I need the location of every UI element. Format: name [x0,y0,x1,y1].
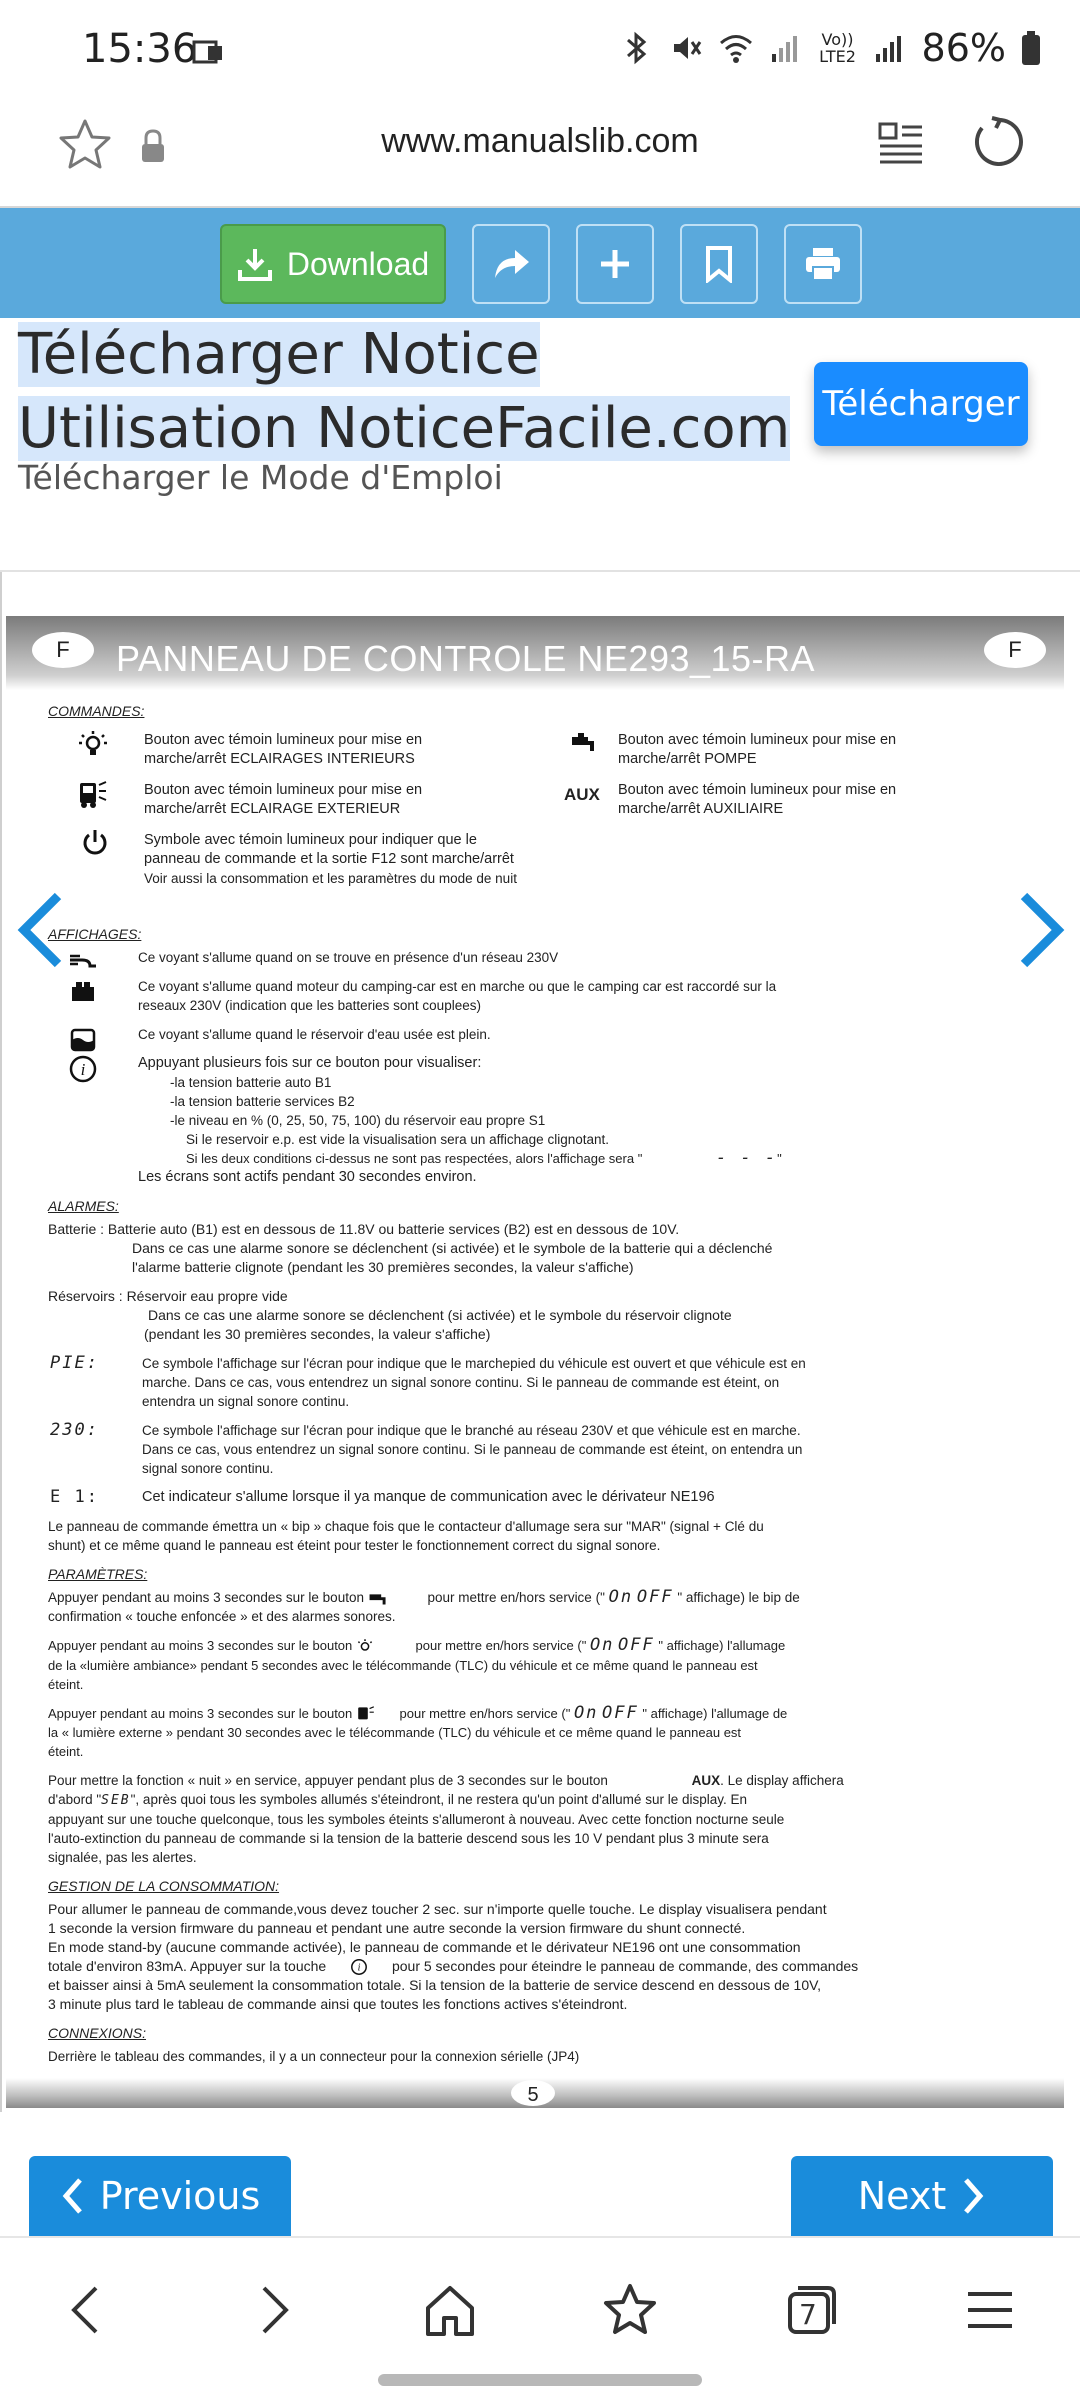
aff-waste [48,1025,1018,1044]
ad-download-button[interactable]: Télécharger [814,362,1028,446]
motor-line1: Ce voyant s'allume quand moteur du camping-car est en marche ou que le camping car est raccordé sur la [138,979,777,994]
chevron-right-icon [960,2176,986,2216]
v230-code: 230: [50,1420,99,1440]
info-line2: -la tension batterie auto B1 [170,1075,332,1090]
interior-light-icon [78,729,108,759]
info-dash-code: - - - [715,1148,778,1168]
motor-line2: reseaux 230V (indication que les batteries sont couplees) [138,998,481,1013]
alarm-pie [48,1354,1018,1411]
param-3: Appuyer pendant au moins 3 secondes sur le bouton pour mettre en/hors service (" On OFF " affichage) l'allumage de la « lumière externe » pendant 30 secondes avec le télécommande (TLC) du véhicule et ce même quand le panneau est éteint. [48,1704,1018,1762]
p2-text1: Appuyer pendant au moins 3 secondes sur le bouton [48,1638,353,1653]
alarm-battery [48,1220,1018,1277]
page-number: 5 [511,2080,555,2106]
print-button[interactable] [784,224,862,304]
g-line4a: totale d'environ 83mA. Appuyer sur la touche [48,1958,327,1975]
power-icon [80,827,110,857]
p2-line2: de la «lumière ambiance» pendant 5 secondes avec le télécommande (TLC) du véhicule et ce même quand le panneau est [48,1657,758,1673]
p1-text1: Appuyer pendant au moins 3 secondes sur le bouton [48,1590,364,1605]
info-line4: -le niveau en % (0, 25, 50, 75, 100) du réservoir eau propre S1 [170,1113,546,1128]
mute-icon [668,30,704,66]
v230-line2: Dans ce cas, vous entendrez un signal sonore continu. Si le panneau de commande est éteint, on entendra un [142,1442,803,1457]
wifi-icon [718,30,754,66]
cmd-pump-text: Bouton avec témoin lumineux pour mise en marche/arrêt POMPE [618,732,897,767]
svg-text:i: i [80,1060,86,1079]
n-line6: l'auto-extinction du panneau de commande si la tension de la batterie descend sous les 10 V pendant plus 3 minute sera [48,1831,769,1847]
pie-line2: marche. Dans ce cas, vous entendrez un signal sonore continu. Si le panneau de commande est éteint, on [142,1375,780,1390]
download-icon [237,246,273,282]
signal-icon-2 [872,30,908,66]
p3-line3: éteint. [48,1744,84,1760]
power-line1: Symbole avec témoin lumineux pour indiquer que le [144,832,477,848]
bookmarks-star-icon[interactable] [600,2280,660,2340]
section-connexions: CONNEXIONS: [48,2025,147,2042]
p1-line2: confirmation « touche enfoncée » et des alarmes sonores. [48,1609,396,1624]
address-bar [0,100,1080,206]
p2-text2: pour mettre en/hors service (" [415,1638,587,1653]
p2-on-code: On [589,1635,615,1655]
g-line3: En mode stand-by (aucune commande activée), le panneau de commande et le dérivateur NE196 ont une consommation [48,1939,801,1956]
doc-title: PANNEAU DE CONTROLE NE293_15-RA [116,638,816,679]
battery-percent: 86% [921,26,1006,70]
n-text3: d'abord " [48,1792,102,1808]
menu-icon[interactable] [960,2280,1020,2340]
connexions-text: Derrière le tableau des commandes, il y a un connecteur pour la connexion sérielle (JP4) [48,2049,580,2065]
v230-line1: Ce symbole l'affichage sur l'écran pour indique que le branché au réseau 230V et que véhicule est en marche. [142,1423,801,1438]
p1-off-code: OFF [636,1587,674,1607]
p3-line2: la « lumière externe » pendant 30 secondes avec le télécommande (TLC) du véhicule et ce même quand le panneau est [48,1725,742,1741]
batt-line2: Dans ce cas une alarme sonore se déclenchent (si activée) et le symbole de la batterie qui a déclenché [132,1240,773,1256]
status-time: 15:36 [82,26,198,72]
aff-motor-text [138,977,1018,1015]
doc-body [48,700,1018,2066]
param-2: Appuyer pendant au moins 3 secondes sur le bouton pour mettre en/hors service (" On OFF " affichage) l'allumage de la «lumière ambiance» pendant 5 secondes avec le télécommande (TLC) du véhicule et ce même quand le panneau est éteint. [48,1636,1018,1694]
info-icon [350,1958,368,1976]
p1-text3: affichage) le bip de [685,1590,800,1605]
p1-on-code: On [608,1587,634,1607]
param-1: Appuyer pendant au moins 3 secondes sur le bouton pour mettre en/hors service (" On OFF " affichage) le bip de confirmation « touche enfoncée » et des alarmes sonores. [48,1588,1018,1626]
res-line3: (pendant les 30 premières secondes, la valeur s'affiche) [144,1326,491,1342]
flag-right: F [984,632,1046,668]
url-text[interactable]: www.manualslib.com [381,122,699,160]
aff-info [48,1054,1018,1187]
notification-icons [190,34,226,70]
document-toolbar [0,206,1080,318]
tabs-button[interactable] [780,2280,840,2340]
batt-line1: Batterie : Batterie auto (B1) est en dessous de 11.8V ou batterie services (B2) est en dessous de 10V. [48,1221,680,1237]
cmd-light-int-text: Bouton avec témoin lumineux pour mise en marche/arrêt ECLAIRAGES INTERIEURS [144,732,423,767]
bluetooth-icon [618,30,654,66]
plus-icon [597,246,633,282]
power-line2: panneau de commande et la sortie F12 sont marche/arrêt [144,851,514,867]
pie-line1: Ce symbole l'affichage sur l'écran pour indique que le marchepied du véhicule est ouvert et que véhicule est en [142,1356,806,1371]
info-line1: Appuyant plusieurs fois sur ce bouton pour visualiser: [138,1055,482,1071]
alarm-230 [48,1421,1018,1478]
p3-text3: affichage) l'allumage de [650,1705,788,1721]
g-line2: 1 seconde la version firmware du panneau et pendant une autre seconde la version firmware du shunt connecté. [48,1920,746,1937]
interior-light-icon [356,1638,374,1656]
aux-label: AUX [564,785,600,804]
p3-off-code: OFF [602,1702,639,1723]
alarm-reservoir [48,1287,1018,1344]
section-alarmes: ALARMES: [48,1198,119,1214]
pump-faucet-icon [368,1590,390,1606]
res-line1: Réservoirs : Réservoir eau propre vide [48,1288,288,1304]
g-line5: et baisser ainsi à 5mA seulement la consommation totale. Si la tension de la batterie de service descend en dessous de 10V, [48,1977,822,1994]
home-icon[interactable] [420,2280,480,2340]
gesture-home-indicator[interactable] [378,2374,702,2386]
teams-notification-icon [190,34,226,70]
exterior-light-icon [356,1705,376,1723]
section-commandes: COMMANDES: [48,703,145,719]
info-line6-text: Si les deux conditions ci-dessus ne sont pas respectées, alors l'affichage sera " [186,1151,643,1166]
download-label: Download [286,245,430,282]
ad-title-line1: Télécharger Notice [18,322,540,387]
v230-line3: signal sonore continu. [142,1461,274,1476]
e1-text: Cet indicateur s'allume lorsque il ya manque de communication avec le dérivateur NE196 [142,1489,715,1505]
forward-icon[interactable] [242,2280,302,2340]
next-page-arrow-icon[interactable] [1012,890,1068,970]
info-line3: -la tension batterie services B2 [170,1094,355,1109]
gestion-paragraph [48,1900,1018,2014]
p2-text3: affichage) l'allumage [666,1638,786,1653]
doc-header [6,616,1064,690]
p3-ext-icon-slot [356,1704,396,1724]
p3-on-code: On [573,1702,599,1723]
info-line5: Si le reservoir e.p. est vide la visualisation sera un affichage clignotant. [186,1132,609,1147]
flag-left: F [32,632,94,668]
aff-230v-text: Ce voyant s'allume quand on se trouve en présence d'un réseau 230V [138,950,559,965]
chevron-left-icon [60,2176,86,2216]
add-button[interactable] [576,224,654,304]
waste-tank-icon [68,1025,98,1055]
cmd-power-text [144,831,704,888]
p3-text1: Appuyer pendant au moins 3 secondes sur le bouton [48,1705,353,1721]
bookmark-icon [704,245,734,283]
p3-text2: pour mettre en/hors service (" [399,1705,571,1721]
previous-label: Previous [99,2174,261,2218]
document-page [0,572,1080,2112]
previous-button[interactable] [29,2156,291,2236]
engine-icon [68,977,98,1007]
cmd-light-ext-text: Bouton avec témoin lumineux pour mise en marche/arrêt ECLAIRAGE EXTERIEUR [144,782,423,817]
back-icon[interactable] [58,2280,118,2340]
n-code: SEB [101,1793,131,1809]
res-line2: Dans ce cas une alarme sonore se déclenchent (si activée) et le symbole du réservoir clignote [148,1307,732,1323]
n-line5: appuyant sur une touche quelconque, tous les symboles éteints s'allumeront à nouveau. Avec cette fonction nocturne seule [48,1812,785,1828]
p2-line3: éteint. [48,1676,84,1692]
section-affichages: AFFICHAGES: [48,926,142,942]
g-line6: 3 minute plus tard le tableau de commande ainsi que toutes les fonctions actives s'éteindront. [48,1996,628,2013]
ad-banner[interactable] [0,318,1080,572]
commandes-grid [48,725,1018,923]
share-button[interactable] [472,224,550,304]
info-icon [68,1054,98,1084]
share-arrow-icon [491,246,531,282]
g-line4b: pour 5 secondes pour éteindre le panneau de commande, des commandes [391,1958,859,1975]
param-night [48,1771,1018,1867]
p1-text2: pour mettre en/hors service (" [427,1590,605,1605]
plug-230v-icon [68,948,98,978]
pie-code: PIE: [50,1353,99,1373]
aff-waste-text: Ce voyant s'allume quand le réservoir d'eau usée est plein. [138,1027,491,1042]
ad-title [18,318,790,466]
alarm-e1 [48,1488,1018,1507]
n-aux-label: AUX [691,1773,721,1789]
n-line7: signalée, pas les alertes. [48,1850,197,1866]
info-line7: Les écrans sont actifs pendant 30 secondes environ. [138,1169,477,1185]
bip-line2: shunt) et ce même quand le panneau est éteint pour tester le fonctionnement correct du signal sonore. [48,1538,661,1553]
printer-icon [804,246,842,282]
p2-off-code: OFF [618,1635,655,1655]
exterior-light-icon [78,779,108,809]
power-line3: Voir aussi la consommation et les paramètres du mode de nuit [144,871,517,886]
g-line1: Pour allumer le panneau de commande,vous devez toucher 2 sec. sur n'importe quelle touche. Le display visualisera pendant [48,1901,827,1918]
next-label: Next [857,2174,947,2218]
battery-icon [1020,30,1042,66]
batt-line3: l'alarme batterie clignote (pendant les 30 premières secondes, la valeur s'affiche) [132,1259,634,1275]
signal-icon [768,30,804,66]
reader-mode-icon[interactable] [876,118,926,168]
aff-230v [48,948,1018,967]
e1-code: E 1: [50,1487,99,1507]
pump-faucet-icon [570,729,600,759]
ad-subtitle: Télécharger le Mode d'Emploi [18,458,503,497]
cmd-aux-text: Bouton avec témoin lumineux pour mise en marche/arrêt AUXILIAIRE [618,782,897,817]
status-right [618,26,1042,70]
svg-text:i: i [357,1963,361,1975]
aff-motor [48,977,1018,1015]
bip-line1: Le panneau de commande émettra un « bip » chaque fois que le contacteur d'allumage sera sur "MAR" (signal + Clé du [48,1519,764,1534]
doc-footer [6,2078,1064,2108]
n-text1: Pour mettre la fonction « nuit » en service, appuyer pendant plus de 3 secondes sur le bouton [48,1773,608,1789]
info-line6: Si les deux conditions ci-dessus ne sont pas respectées, alors l'affichage sera " - - -" [186,1148,782,1168]
next-button[interactable] [791,2156,1053,2236]
download-button[interactable] [220,224,446,304]
pie-line3: entendra un signal sonore continu. [142,1394,350,1409]
p1-pump-icon-slot [368,1588,424,1607]
network-label: Vo)) LTE2 [819,30,856,66]
tabs-count: 7 [799,2298,817,2331]
prev-page-arrow-icon[interactable] [14,890,70,970]
n-text4: ", après quoi tous les symboles allumés s'éteindront, il ne restera qu'un point d'allumé sur le display. En [130,1792,747,1808]
section-gestion: GESTION DE LA CONSOMMATION: [48,1878,280,1895]
status-bar [0,0,1080,100]
n-text2: . Le display affichera [720,1773,844,1789]
ad-title-line2: Utilisation NoticeFacile.com [18,396,791,461]
p2-light-icon-slot [356,1636,412,1656]
reload-icon[interactable] [970,114,1026,170]
bookmark-button[interactable] [680,224,758,304]
bip-paragraph [48,1517,1018,1555]
section-parametres: PARAMÈTRES: [48,1566,148,1582]
